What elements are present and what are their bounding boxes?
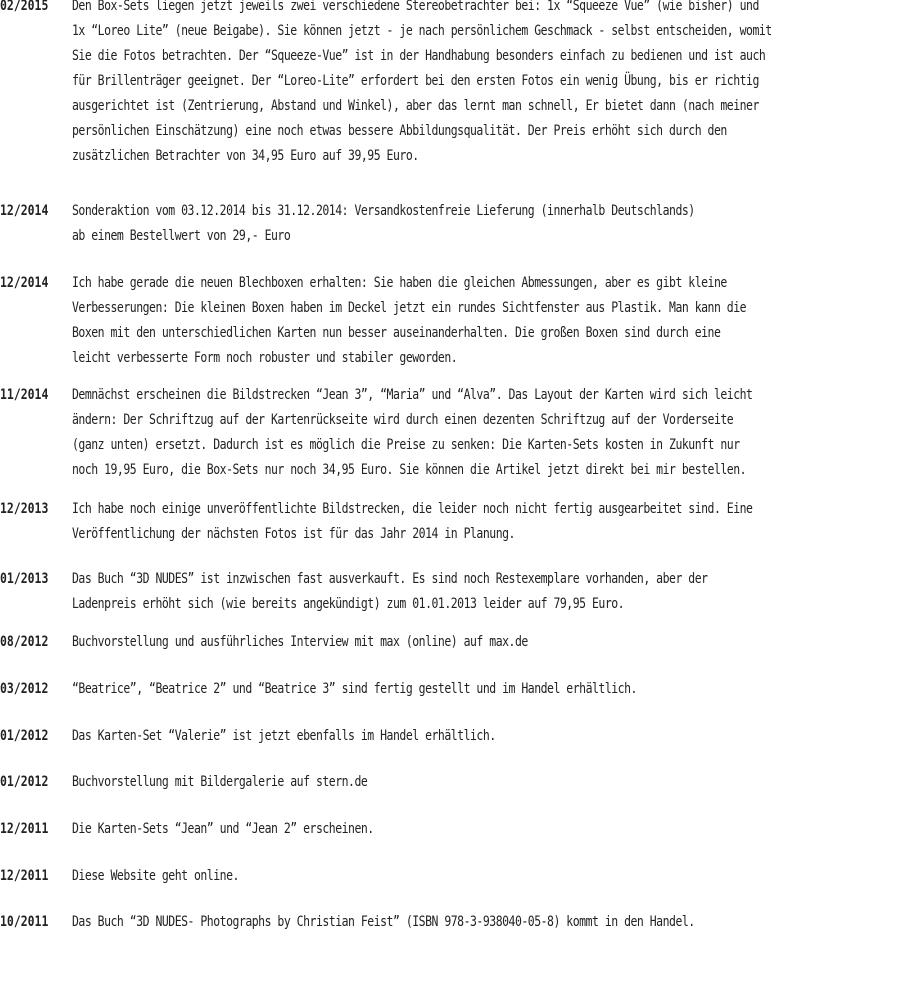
news-date-label: 10/2011 <box>0 914 49 930</box>
news-text-line: Buchvorstellung und ausführliches Interview mit max (online) auf max.de <box>72 634 528 650</box>
news-date-label: 11/2014 <box>0 387 49 403</box>
news-date-label: 01/2012 <box>0 728 49 744</box>
news-text-line: Ich habe noch einige unveröffentlichte Bildstrecken, die leider noch nicht fertig ausgearbeitet sind. Eine <box>72 501 753 517</box>
news-text-line: Sonderaktion vom 03.12.2014 bis 31.12.2014: Versandkostenfreie Lieferung (innerhalb Deutschlands) <box>72 203 695 219</box>
news-text-line: Das Karten-Set “Valerie” ist jetzt ebenfalls im Handel erhältlich. <box>72 728 496 744</box>
news-text-line: Das Buch “3D NUDES- Photographs by Christian Feist” (ISBN 978-3-938040-05-8) kommt in den Handel. <box>72 914 695 930</box>
news-text-line: Demnächst erscheinen die Bildstrecken “Jean 3”, “Maria” und “Alva”. Das Layout der Karten wird sich leicht <box>72 387 753 403</box>
news-text <box>72 770 744 795</box>
news-date-label: 02/2015 <box>0 0 49 14</box>
news-date <box>0 567 59 592</box>
news-text-line: Veröffentlichung der nächsten Fotos ist für das Jahr 2014 in Planung. <box>72 526 515 542</box>
news-text <box>72 199 744 249</box>
news-text-line: Verbesserungen: Die kleinen Boxen haben im Deckel jetzt ein rundes Sichtfenster aus Plastik. Man kann die <box>72 300 747 316</box>
news-date-label: 12/2011 <box>0 868 49 884</box>
news-text-line: Den Box-Sets liegen jetzt jeweils zwei verschiedene Stereobetrachter bei: 1x “Squeeze Vue” (wie bisher) und <box>72 0 759 14</box>
news-date <box>0 630 59 655</box>
news-date <box>0 864 59 889</box>
news-text-line: Ich habe gerade die neuen Blechboxen erhalten: Sie haben die gleichen Abmessungen, aber es gibt kleine <box>72 275 727 291</box>
news-date-label: 12/2011 <box>0 821 49 837</box>
news-date <box>0 817 59 842</box>
news-date-label: 12/2014 <box>0 275 49 291</box>
news-text-line: ausgerichtet ist (Zentrierung, Abstand und Winkel), aber das lernt man schnell, Er bietet dann (nach meiner <box>72 98 759 114</box>
news-date-label: 01/2013 <box>0 571 49 587</box>
news-text <box>72 630 744 655</box>
news-text-line: leicht verbesserte Form noch robuster und stabiler geworden. <box>72 350 458 366</box>
news-text-line: persönlichen Einschätzung) eine noch etwas bessere Abbildungsqualität. Der Preis erhöht sich durch den <box>72 123 727 139</box>
news-text <box>72 383 753 483</box>
news-text <box>72 271 747 371</box>
news-text-line: Sie die Fotos betrachten. Der “Squeeze-Vue” ist in der Handhabung besonders einfach zu bedienen und ist auch <box>72 48 766 64</box>
news-date-label: 12/2014 <box>0 203 49 219</box>
news-text-line: Das Buch “3D NUDES” ist inzwischen fast ausverkauft. Es sind noch Restexemplare vorhanden, aber der <box>72 571 708 587</box>
news-text-line: Ladenpreis erhöht sich (wie bereits angekündigt) zum 01.01.2013 leider auf 79,95 Euro. <box>72 596 625 612</box>
news-text-line: ab einem Bestellwert von 29,- Euro <box>72 228 291 244</box>
news-text <box>72 567 744 617</box>
news-date-label: 12/2013 <box>0 501 49 517</box>
news-date <box>0 383 59 408</box>
news-date <box>0 724 59 749</box>
news-date-label: 08/2012 <box>0 634 49 650</box>
news-text <box>72 677 744 702</box>
news-date <box>0 0 59 19</box>
news-date <box>0 497 59 522</box>
news-text-line: ändern: Der Schriftzug auf der Kartenrückseite wird durch einen dezenten Schriftzug auf der Vorderseite <box>72 412 734 428</box>
news-date <box>0 770 59 795</box>
news-text-line: (ganz unten) ersetzt. Dadurch ist es möglich die Preise zu senken: Die Karten-Sets kosten in Zukunft nur <box>72 437 740 453</box>
news-text-line: noch 19,95 Euro, die Box-Sets nur noch 34,95 Euro. Sie können die Artikel jetzt direkt bei mir bestellen. <box>72 462 747 478</box>
news-text <box>72 724 744 749</box>
news-text <box>72 864 744 889</box>
news-text-line: für Brillenträger geeignet. Der “Loreo-Lite” erfordert bei den ersten Fotos ein wenig Übung, bis er richtig <box>72 73 759 89</box>
news-date <box>0 677 59 702</box>
news-text-line: Boxen mit den unterschiedlichen Karten nun besser auseinanderhalten. Die großen Boxen sind durch eine <box>72 325 721 341</box>
news-text <box>72 910 744 935</box>
news-text-line: 1x “Loreo Lite” (neue Beigabe). Sie können jetzt - je nach persönlichem Geschmack - selbst entscheiden, womit <box>72 23 772 39</box>
news-date <box>0 271 59 296</box>
news-date-label: 01/2012 <box>0 774 49 790</box>
news-text-line: Die Karten-Sets “Jean” und “Jean 2” erscheinen. <box>72 821 374 837</box>
news-text-line: Diese Website geht online. <box>72 868 239 884</box>
news-text <box>72 497 753 547</box>
news-text <box>72 0 772 169</box>
news-text-line: Buchvorstellung mit Bildergalerie auf stern.de <box>72 774 368 790</box>
news-date-label: 03/2012 <box>0 681 49 697</box>
news-date <box>0 199 59 224</box>
news-date <box>0 910 59 935</box>
news-text-line: zusätzlichen Betrachter von 34,95 Euro auf 39,95 Euro. <box>72 148 419 164</box>
news-text-line: “Beatrice”, “Beatrice 2” und “Beatrice 3” sind fertig gestellt und im Handel erhältlich. <box>72 681 637 697</box>
news-text <box>72 817 744 842</box>
